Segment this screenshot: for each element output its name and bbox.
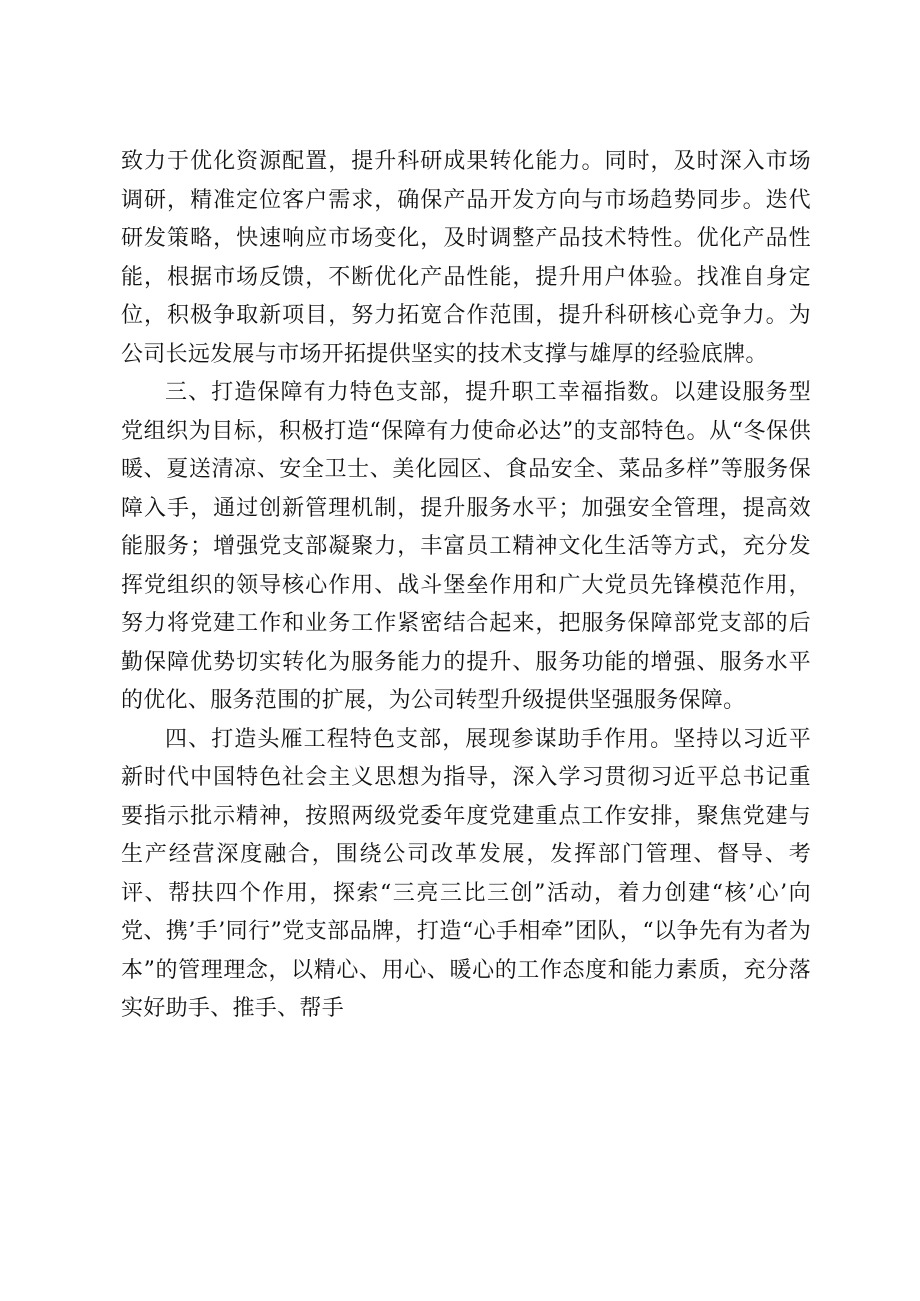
paragraph-3: 四、打造头雁工程特色支部，展现参谋助手作用。坚持以习近平新时代中国特色社会主义思想为指导，深入学习贯彻习近平总书记重要指示批示精神，按照两级党委年度党建重点工作安排，聚焦党建与生产经营深度融合，围绕公司改革发展，发挥部门管理、督导、考评、帮扶四个作用，探索“三亮三比三创”活动，着力创建“核’心’向党、携’手’同行”党支部品牌，打造“心手相牵”团队，“以争先有为者为本”的管理理念，以精心、用心、暖心的工作态度和能力素质，充分落实好助手、推手、帮手 [121,726,811,1021]
paragraph-2: 三、打造保障有力特色支部，提升职工幸福指数。以建设服务型党组织为目标，积极打造“保障有力使命必达”的支部特色。从“冬保供暖、夏送清凉、安全卫士、美化园区、食品安全、菜品多样”等服务保障入手，通过创新管理机制，提升服务水平；加强安全管理，提高效能服务；增强党支部凝聚力，丰富员工精神文化生活等方式，充分发挥党组织的领导核心作用、战斗堡垒作用和广大党员先锋模范作用，努力将党建工作和业务工作紧密结合起来，把服务保障部党支部的后勤保障优势切实转化为服务能力的提升、服务功能的增强、服务水平的优化、服务范围的扩展，为公司转型升级提供坚强服务保障。 [121,380,811,713]
paragraph-1: 致力于优化资源配置，提升科研成果转化能力。同时，及时深入市场调研，精准定位客户需求，确保产品开发方向与市场趋势同步。迭代研发策略，快速响应市场变化，及时调整产品技术特性。优化产品性能，根据市场反馈，不断优化产品性能，提升用户体验。找准自身定位，积极争取新项目，努力拓宽合作范围，提升科研核心竞争力。为公司长远发展与市场开拓提供坚实的技术支撑与雄厚的经验底牌。 [121,149,811,367]
document-body [121,143,811,1029]
